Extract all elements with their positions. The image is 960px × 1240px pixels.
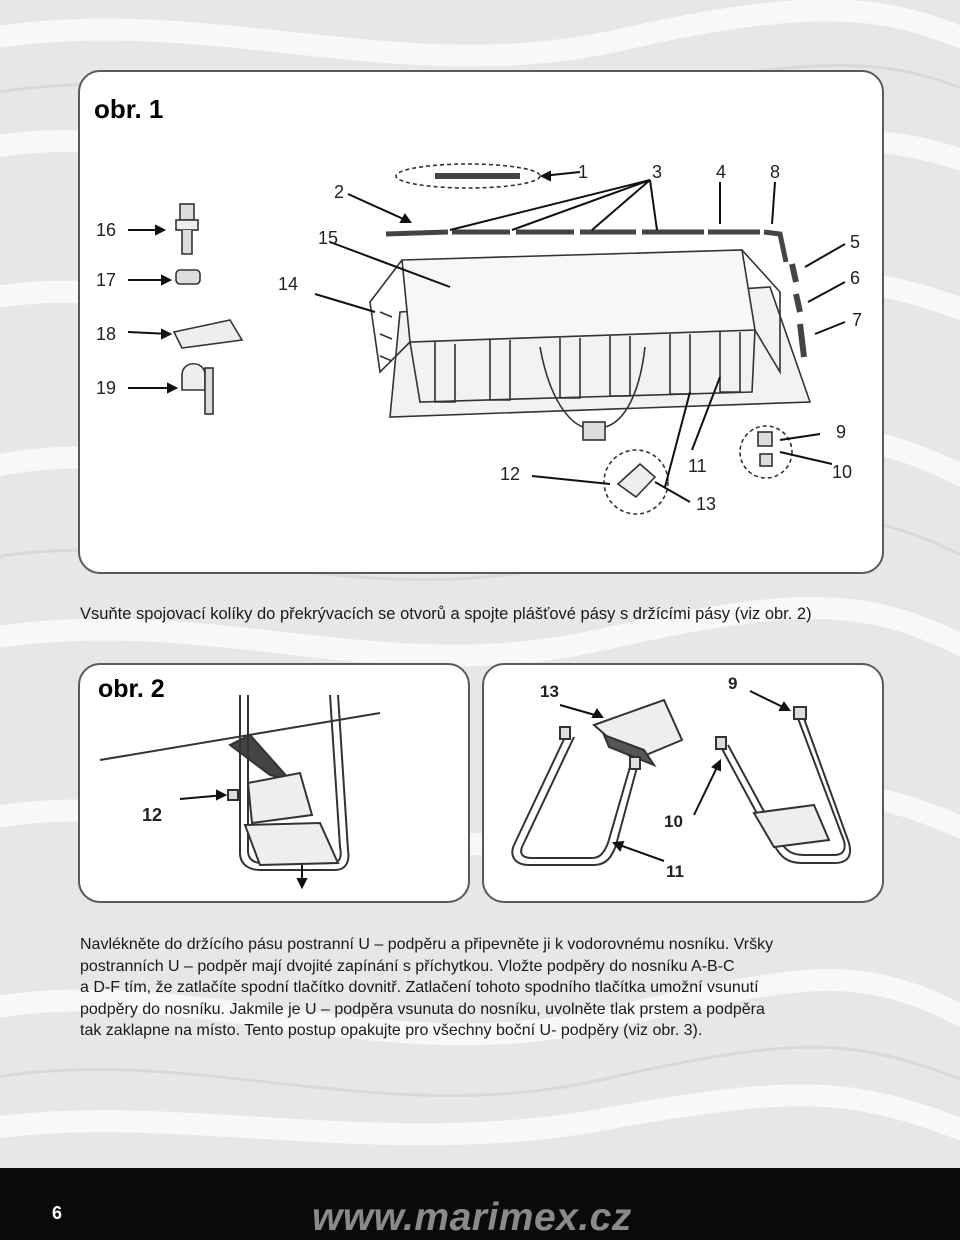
figure-2-label: obr. 2 bbox=[98, 675, 165, 703]
u-support-insert-diagram bbox=[80, 665, 468, 901]
callout-18: 18 bbox=[96, 324, 117, 344]
callout-7: 7 bbox=[852, 310, 863, 330]
callout-5: 5 bbox=[850, 232, 861, 252]
callout-10: 10 bbox=[832, 462, 853, 482]
instructions-paragraph bbox=[80, 934, 900, 1042]
callout-19: 19 bbox=[96, 378, 117, 398]
figure-1-label: obr. 1 bbox=[94, 94, 164, 124]
paragraph-line: tak zaklapne na místo. Tento postup opakujte pro všechny boční U- podpěry (viz obr. 3). bbox=[80, 1022, 703, 1040]
figure-1-panel bbox=[78, 70, 884, 574]
pool-assembly-diagram bbox=[80, 72, 882, 572]
callout-11: 11 bbox=[688, 456, 707, 476]
callout-13-fig2: 13 bbox=[540, 682, 559, 701]
callout-10-fig2: 10 bbox=[664, 812, 683, 831]
callout-9-fig2: 9 bbox=[728, 674, 738, 693]
callout-6: 6 bbox=[850, 268, 861, 288]
paragraph-line: podpěry do nosníku. Jakmile je U – podpěra vsunuta do nosníku, uvolněte tlak prstem a podpěra bbox=[80, 1000, 765, 1018]
callout-16: 16 bbox=[96, 220, 117, 240]
callout-1: 1 bbox=[578, 162, 589, 182]
figure-2-right-panel bbox=[482, 663, 884, 903]
callout-9: 9 bbox=[836, 422, 847, 442]
callout-12-fig2: 12 bbox=[142, 805, 163, 825]
website-url: www.marimex.cz bbox=[312, 1196, 632, 1239]
u-support-clip-diagram bbox=[484, 665, 882, 901]
callout-11-fig2: 11 bbox=[666, 862, 684, 881]
figure-2-left-panel bbox=[78, 663, 470, 903]
paragraph-line: a D-F tím, že zatlačíte spodní tlačítko dovnitř. Zatlačení tohoto spodního tlačítka umožní vsunutí bbox=[80, 979, 759, 997]
paragraph-line: postranních U – podpěr mají dvojité zapínání s příchytkou. Vložte podpěry do nosníku A-B-C bbox=[80, 957, 735, 975]
callout-3: 3 bbox=[652, 162, 663, 182]
callout-15: 15 bbox=[318, 228, 339, 248]
callout-4: 4 bbox=[716, 162, 727, 182]
callout-17: 17 bbox=[96, 270, 117, 290]
callout-12: 12 bbox=[500, 464, 521, 484]
callout-13: 13 bbox=[696, 494, 717, 514]
callout-8: 8 bbox=[770, 162, 781, 182]
page-number: 6 bbox=[52, 1203, 63, 1223]
paragraph-line: Navlékněte do držícího pásu postranní U – podpěru a připevněte ji k vodorovnému nosníku. Vršky bbox=[80, 936, 774, 953]
figure-1-caption: Vsuňte spojovací kolíky do překrývacích se otvorů a spojte plášťové pásy s držícími pásy (viz obr. 2) bbox=[80, 605, 812, 623]
pool-liner bbox=[402, 250, 755, 342]
callout-2: 2 bbox=[334, 182, 345, 202]
callout-14: 14 bbox=[278, 274, 299, 294]
